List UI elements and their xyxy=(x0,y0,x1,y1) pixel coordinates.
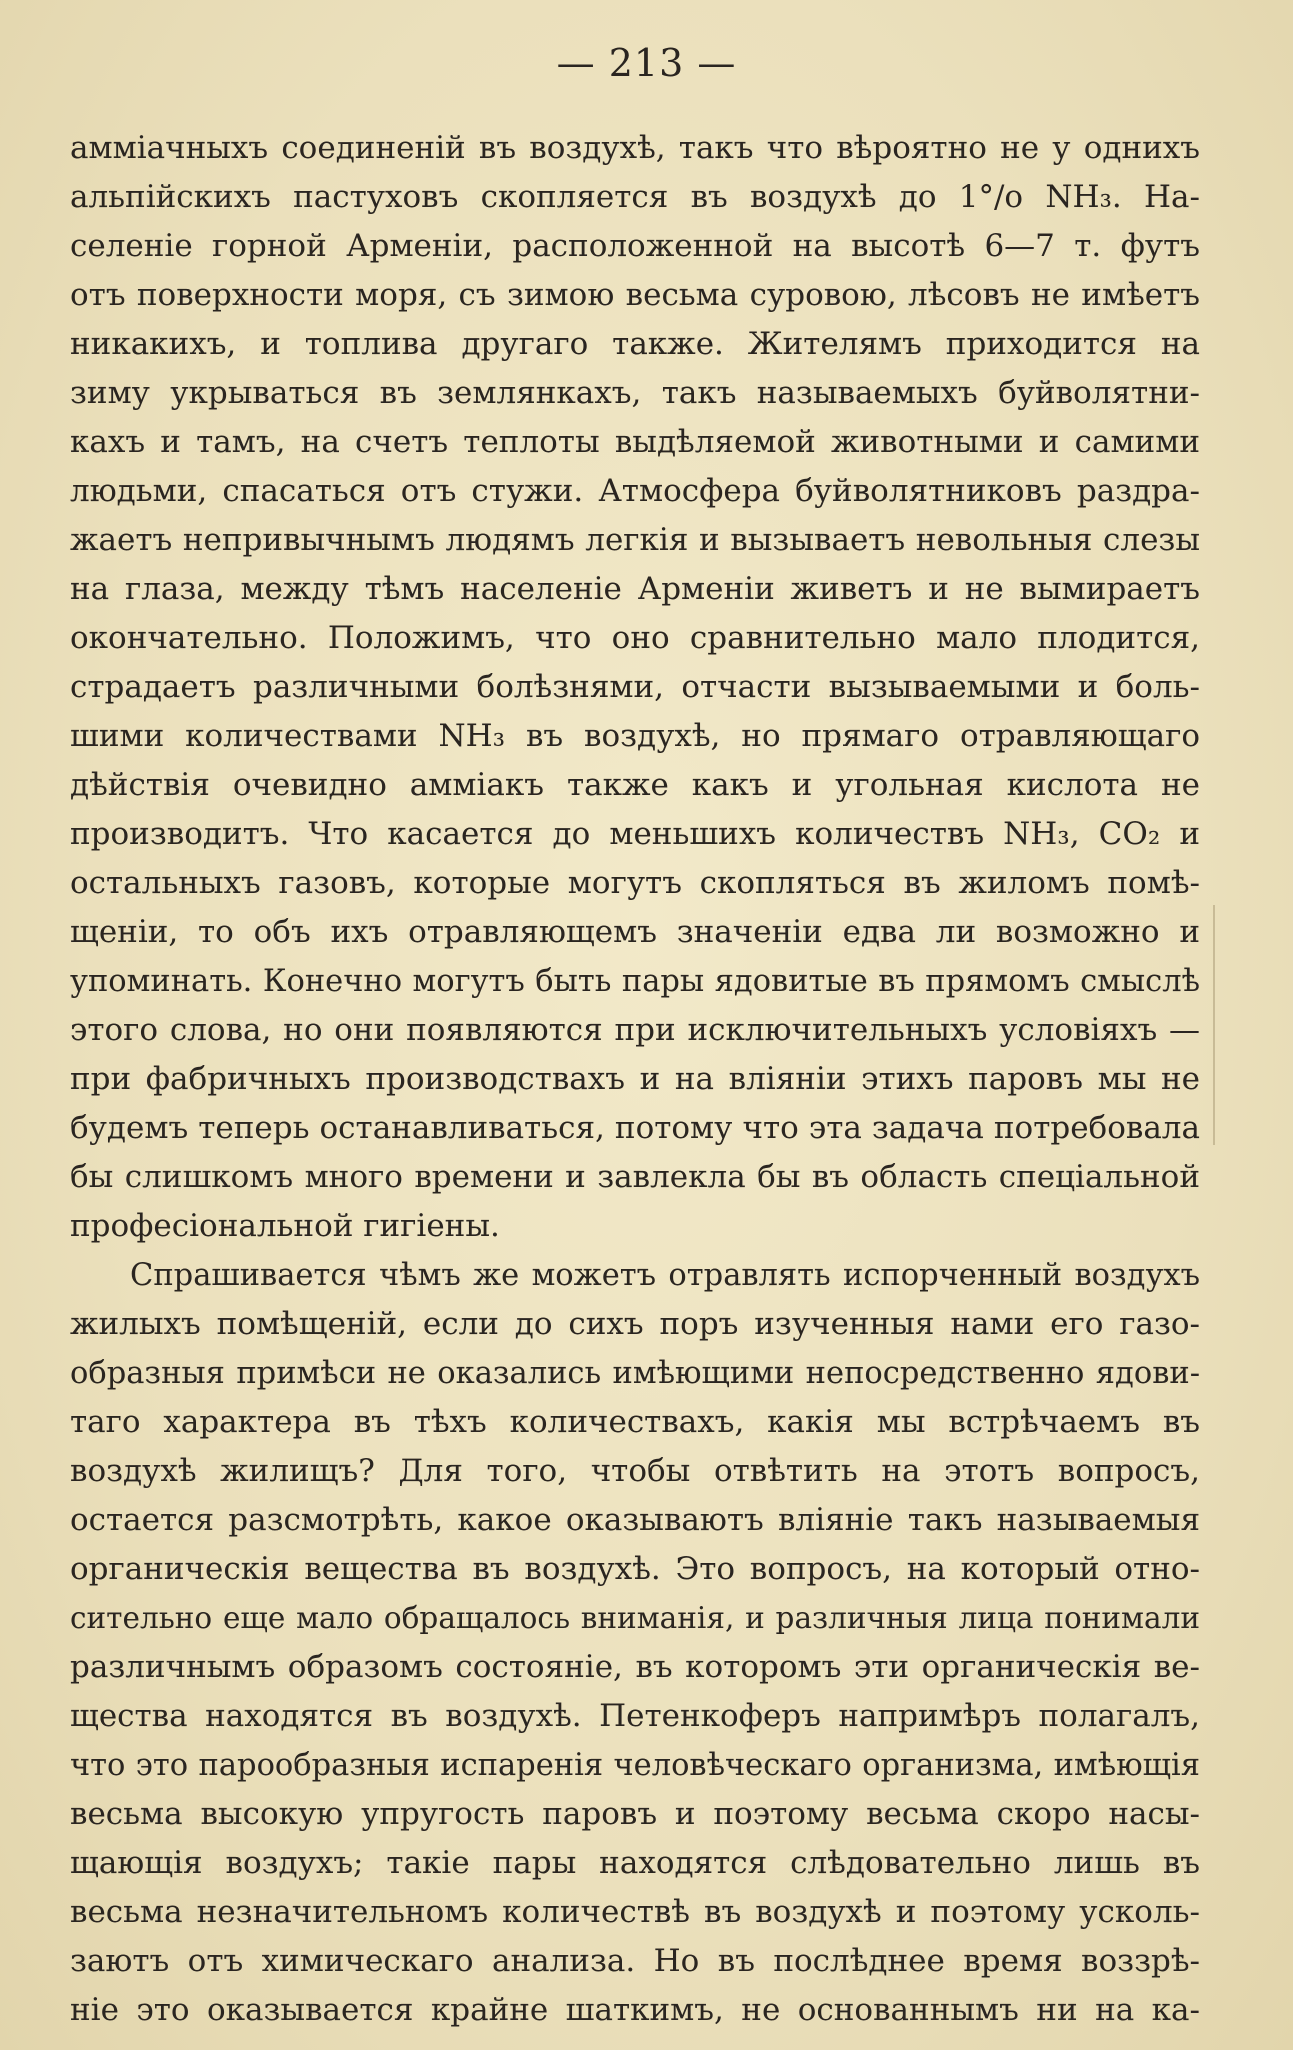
text-line: производитъ. Что касается до меньшихъ количествъ NH₃, CO₂ и xyxy=(70,816,1200,852)
text-line: воздухѣ жилищъ? Для того, чтобы отвѣтить на этотъ вопросъ, xyxy=(70,1453,1200,1489)
text-line: окончательно. Положимъ, что оно сравнительно мало плодится, xyxy=(70,620,1200,656)
text-line: людьми, спасаться отъ стужи. Атмосфера буйволятниковъ раздра- xyxy=(70,473,1200,509)
text-line: остается разсмотрѣть, какое оказываютъ вліяніе такъ называемыя xyxy=(70,1502,1200,1538)
text-line: селеніе горной Арменіи, расположенной на высотѣ 6—7 т. футъ xyxy=(70,228,1200,264)
text-line: заютъ отъ химическаго анализа. Но въ послѣднее время воззрѣ- xyxy=(70,1943,1200,1979)
text-line: щества находятся въ воздухѣ. Петенкоферъ напримѣръ полагалъ, xyxy=(70,1698,1200,1734)
text-line: амміачныхъ соединеній въ воздухѣ, такъ что вѣроятно не у однихъ xyxy=(70,130,1200,166)
paragraph-1 xyxy=(70,124,1200,1251)
text-line: никакихъ, и топлива другаго также. Жителямъ приходится на xyxy=(70,326,1200,362)
text-line: упоминать. Конечно могутъ быть пары ядовитые въ прямомъ смыслѣ xyxy=(70,964,1200,999)
text-line: этого слова, но они появляются при исключительныхъ условіяхъ — xyxy=(70,1012,1200,1048)
text-line: Спрашивается чѣмъ же можетъ отравлять испорченный воздухъ xyxy=(130,1258,1200,1293)
text-line: на глаза, между тѣмъ населеніе Арменіи живетъ и не вымираетъ xyxy=(70,571,1200,607)
margin-pencil-mark xyxy=(1213,905,1215,1145)
text-line: будемъ теперь останавливаться, потому что эта задача потребовала xyxy=(70,1110,1200,1146)
text-line: щающія воздухъ; такіе пары находятся слѣдовательно лишь въ xyxy=(70,1845,1200,1881)
paragraph-2 xyxy=(70,1251,1200,2035)
text-line: жаетъ непривычнымъ людямъ легкія и вызываетъ невольныя слезы xyxy=(70,522,1200,558)
text-line: сительно еще мало обращалось вниманія, и различныя лица понимали xyxy=(70,1601,1200,1635)
text-line: ніе это оказывается крайне шаткимъ, не основаннымъ ни на ка- xyxy=(70,1992,1200,2028)
body-text xyxy=(70,124,1200,2035)
text-line: что это парообразныя испаренія человѣческаго организма, имѣющія xyxy=(70,1748,1200,1783)
text-line: образныя примѣси не оказались имѣющими непосредственно ядови- xyxy=(70,1356,1200,1391)
text-line: различнымъ образомъ состояніе, въ которомъ эти органическія ве- xyxy=(70,1649,1200,1685)
text-line: весьма высокую упругость паровъ и поэтому весьма скоро насы- xyxy=(70,1796,1200,1832)
text-line: альпійскихъ пастуховъ скопляется въ воздухѣ до 1°/o NH₃. На- xyxy=(70,179,1200,215)
text-line: шими количествами NH₃ въ воздухѣ, но прямаго отравляющаго xyxy=(70,718,1200,754)
text-line: органическія вещества въ воздухѣ. Это вопросъ, на который отно- xyxy=(70,1551,1200,1587)
text-line: остальныхъ газовъ, которые могутъ скопляться въ жиломъ помѣ- xyxy=(70,865,1200,901)
text-line: отъ поверхности моря, съ зимою весьма суровою, лѣсовъ не имѣетъ xyxy=(70,277,1200,313)
text-line: щеніи, то объ ихъ отравляющемъ значеніи едва ли возможно и xyxy=(70,914,1200,950)
page-number: — 213 — xyxy=(556,41,737,85)
text-line: зиму укрываться въ землянкахъ, такъ называемыхъ буйволятни- xyxy=(70,375,1200,411)
text-line: бы слишкомъ много времени и завлекла бы въ область спеціальной xyxy=(70,1159,1200,1195)
text-line: при фабричныхъ производствахъ и на вліяніи этихъ паровъ мы не xyxy=(70,1061,1200,1097)
text-line: дѣйствія очевидно амміакъ также какъ и угольная кислота не xyxy=(70,767,1200,803)
text-line: професіональной гигіены. xyxy=(70,1208,500,1244)
text-line: таго характера въ тѣхъ количествахъ, какія мы встрѣчаемъ въ xyxy=(70,1404,1200,1440)
text-line: страдаетъ различными болѣзнями, отчасти вызываемыми и боль- xyxy=(70,669,1200,705)
text-line: весьма незначительномъ количествѣ въ воздухѣ и поэтому усколь- xyxy=(70,1894,1200,1930)
text-line: кахъ и тамъ, на счетъ теплоты выдѣляемой животными и самими xyxy=(70,424,1200,460)
text-line: жилыхъ помѣщеній, если до сихъ поръ изученныя нами его газо- xyxy=(70,1306,1200,1342)
